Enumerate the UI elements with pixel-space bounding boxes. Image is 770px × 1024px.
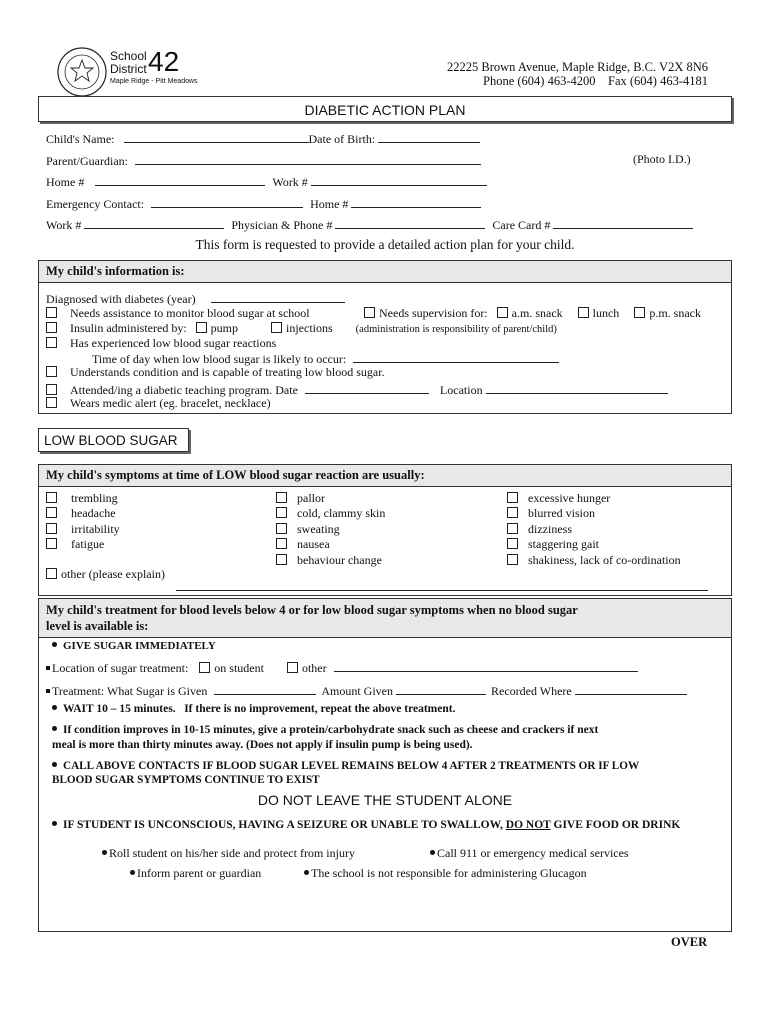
medic-label: Wears medic alert (eg. bracelet, necklace) [70, 396, 271, 410]
symptom-item: nausea [276, 537, 385, 552]
injections-checkbox[interactable] [271, 322, 282, 333]
symptom-item: fatigue [46, 537, 120, 552]
supervision-row [364, 306, 701, 321]
improves-text-2: meal is more than thirty minutes away. (Does not apply if insulin pump is being used). [52, 739, 473, 751]
logo-subtitle: Maple Ridge - Pitt Meadows [110, 78, 198, 85]
admin-note: (administration is responsibility of parent/child) [355, 324, 557, 335]
symptom-item: trembling [46, 491, 120, 506]
dob-label: Date of Birth: [308, 132, 376, 146]
logo-number: 42 [148, 46, 180, 77]
photo-id-label: (Photo I.D.) [633, 152, 691, 166]
wait-text: WAIT 10 – 15 minutes. [63, 703, 176, 715]
recorded-input[interactable] [575, 682, 687, 695]
low-blood-sugar-title: LOW BLOOD SUGAR [38, 428, 189, 452]
school-district-logo [56, 46, 206, 98]
time-of-day-label: Time of day when low blood sugar is likely to occur: [92, 352, 347, 366]
address: 22225 Brown Avenue, Maple Ridge, B.C. V2X 8N6 [447, 60, 708, 74]
improves-block [52, 723, 598, 753]
sugar-location-row [46, 659, 638, 676]
location-input[interactable] [486, 381, 668, 394]
symptom-checkbox[interactable] [276, 507, 287, 518]
location-label: Location [439, 383, 483, 397]
work-label: Work # [272, 175, 308, 189]
symptom-item: irritability [46, 522, 120, 537]
dob-input[interactable] [378, 130, 480, 143]
call-text-2: BLOOD SUGAR SYMPTOMS CONTINUE TO EXIST [52, 774, 320, 786]
amount-input[interactable] [396, 682, 486, 695]
amount-label: Amount Given [321, 684, 393, 698]
parent-label: Parent/Guardian: [46, 154, 128, 168]
work2-label: Work # [46, 218, 82, 232]
symptom-item: excessive hunger [507, 491, 681, 506]
do-not-leave-text: DO NOT LEAVE THE STUDENT ALONE [257, 792, 513, 808]
attended-date-input[interactable] [305, 381, 429, 394]
inform-text: Inform parent or guardian [137, 866, 262, 880]
symptom-checkbox[interactable] [507, 523, 518, 534]
symptom-item: staggering gait [507, 537, 681, 552]
time-of-day-input[interactable] [353, 350, 559, 363]
lunch-checkbox[interactable] [578, 307, 589, 318]
treatment-heading: My child's treatment for blood levels below 4 or for low blood sugar symptoms when no blood sugar level is available is: [39, 599, 731, 638]
improves-text-1: If condition improves in 10-15 minutes, give a protein/carbohydrate snack such as cheese and crackers if next [63, 724, 599, 736]
work2-input[interactable] [84, 216, 224, 229]
home-work-row [46, 173, 487, 190]
other-symptom-checkbox[interactable] [46, 568, 57, 579]
understands-label: Understands condition and is capable of treating low blood sugar. [70, 365, 385, 379]
symptom-item: behaviour change [276, 553, 385, 568]
square-bullet-icon [46, 689, 50, 693]
logo-text-district: District [110, 62, 147, 76]
logo-text-school: School [110, 49, 147, 63]
inform-row [130, 866, 261, 881]
recorded-label: Recorded Where [491, 684, 572, 698]
on-student-label: on student [214, 661, 264, 675]
assist-row [46, 306, 310, 321]
call-block [52, 759, 639, 787]
symptom-checkbox[interactable] [276, 523, 287, 534]
home2-input[interactable] [351, 195, 481, 208]
work-physician-row [46, 216, 693, 233]
child-info-heading: My child's information is: [39, 261, 731, 283]
symptom-item: cold, clammy skin [276, 506, 385, 521]
physician-label: Physician & Phone # [231, 218, 333, 232]
on-student-checkbox[interactable] [199, 662, 210, 673]
child-name-row [46, 130, 480, 147]
wait-note: If there is no improvement, repeat the above treatment. [184, 703, 456, 715]
district-seal-icon [56, 46, 108, 98]
parent-input[interactable] [135, 152, 481, 165]
supervision-checkbox[interactable] [364, 307, 375, 318]
symptom-item: sweating [276, 522, 385, 537]
symptom-checkbox[interactable] [507, 538, 518, 549]
bullet-icon [52, 762, 57, 767]
bullet-icon [130, 870, 135, 875]
symptoms-col-3 [507, 491, 681, 568]
parent-row [46, 152, 481, 169]
diagnosed-year-input[interactable] [211, 290, 345, 303]
understands-checkbox[interactable] [46, 366, 57, 377]
symptom-item: headache [46, 506, 120, 521]
pump-checkbox[interactable] [196, 322, 207, 333]
call-text-1: CALL ABOVE CONTACTS IF BLOOD SUGAR LEVEL REMAINS BELOW 4 AFTER 2 TREATMENTS OR IF LOW [63, 760, 640, 772]
emergency-row [46, 195, 481, 212]
emergency-label: Emergency Contact: [46, 197, 145, 211]
symptom-checkbox[interactable] [46, 492, 57, 503]
unconscious-text-a: IF STUDENT IS UNCONSCIOUS, HAVING A SEIZURE OR UNABLE TO SWALLOW, [63, 819, 503, 831]
diagnosed-row [46, 290, 345, 307]
understands-row [46, 365, 385, 380]
other-symptom-row [46, 567, 165, 582]
work-input[interactable] [311, 173, 487, 186]
pm-snack-checkbox[interactable] [634, 307, 645, 318]
symptom-checkbox[interactable] [507, 554, 518, 565]
roll-row [102, 846, 355, 861]
page-title: DIABETIC ACTION PLAN [38, 96, 732, 122]
insulin-label: Insulin administered by: [70, 321, 187, 335]
symptom-checkbox[interactable] [46, 538, 57, 549]
emergency-input[interactable] [151, 195, 303, 208]
over-label: OVER [671, 935, 708, 949]
sugar-location-label: Location of sugar treatment: [52, 661, 189, 675]
sugar-given-row [46, 682, 687, 699]
symptom-checkbox[interactable] [507, 492, 518, 503]
symptom-checkbox[interactable] [507, 507, 518, 518]
bullet-icon [52, 726, 57, 731]
contact-phones [483, 74, 708, 89]
symptoms-heading: My child's symptoms at time of LOW blood sugar reaction are usually: [39, 465, 731, 487]
care-card-input[interactable] [553, 216, 693, 229]
other-symptom-input[interactable] [176, 578, 708, 591]
do-not-text: DO NOT [505, 819, 551, 831]
experienced-row [46, 336, 276, 351]
care-card-label: Care Card # [492, 218, 551, 232]
fax-number: Fax (604) 463-4181 [608, 74, 708, 88]
symptom-checkbox[interactable] [46, 523, 57, 534]
symptom-checkbox[interactable] [276, 492, 287, 503]
attended-checkbox[interactable] [46, 384, 57, 395]
assist-checkbox[interactable] [46, 307, 57, 318]
supervision-label: Needs supervision for: [379, 306, 488, 320]
medic-row [46, 396, 271, 411]
pm-snack-label: p.m. snack [649, 306, 701, 320]
symptom-item: pallor [276, 491, 385, 506]
call911-row [430, 846, 629, 861]
other-symptom-label: other (please explain) [61, 567, 165, 581]
assist-label: Needs assistance to monitor blood sugar at school [70, 306, 310, 320]
unconscious-text-b: GIVE FOOD OR DRINK [553, 819, 681, 831]
bullet-icon [52, 821, 57, 826]
roll-text: Roll student on his/her side and protect from injury [109, 846, 355, 860]
other-location-label: other [301, 661, 327, 675]
bullet-icon [52, 642, 57, 647]
unconscious-row [52, 819, 680, 831]
intro-text: This form is requested to provide a detailed action plan for your child. [195, 237, 575, 252]
physician-input[interactable] [335, 216, 485, 229]
home2-label: Home # [310, 197, 349, 211]
home-input[interactable] [95, 173, 265, 186]
insulin-row [46, 321, 557, 336]
symptom-checkbox[interactable] [46, 507, 57, 518]
symptom-checkbox[interactable] [276, 538, 287, 549]
treatment-label: Treatment: What Sugar is Given [52, 684, 208, 698]
bullet-icon [304, 870, 309, 875]
symptom-item: blurred vision [507, 506, 681, 521]
insulin-checkbox[interactable] [46, 322, 57, 333]
call911-text: Call 911 or emergency medical services [437, 846, 629, 860]
wait-row [52, 703, 455, 715]
give-sugar-text: GIVE SUGAR IMMEDIATELY [63, 640, 216, 652]
home-label: Home # [46, 175, 85, 189]
symptom-item: shakiness, lack of co-ordination [507, 553, 681, 568]
symptom-item: dizziness [507, 522, 681, 537]
glucagon-text: The school is not responsible for administering Glucagon [311, 866, 587, 880]
diagnosed-label: Diagnosed with diabetes (year) [46, 292, 196, 306]
experienced-label: Has experienced low blood sugar reactions [70, 336, 277, 350]
child-name-label: Child's Name: [46, 132, 115, 146]
child-name-input[interactable] [124, 130, 309, 143]
phone-number: Phone (604) 463-4200 [483, 74, 596, 88]
bullet-icon [430, 850, 435, 855]
symptoms-col-1 [46, 491, 120, 553]
am-snack-label: a.m. snack [511, 306, 563, 320]
bullet-icon [52, 705, 57, 710]
other-location-checkbox[interactable] [287, 662, 298, 673]
other-location-input[interactable] [334, 659, 638, 672]
sugar-type-input[interactable] [214, 682, 316, 695]
medic-checkbox[interactable] [46, 397, 57, 408]
attended-label: Attended/ing a diabetic teaching program. Date [70, 383, 298, 397]
symptom-checkbox[interactable] [276, 554, 287, 565]
injections-label: injections [286, 321, 333, 335]
am-snack-checkbox[interactable] [497, 307, 508, 318]
glucagon-row [304, 866, 587, 881]
pump-label: pump [210, 321, 238, 335]
lunch-label: lunch [592, 306, 620, 320]
bullet-icon [102, 850, 107, 855]
give-sugar-row [52, 640, 216, 652]
experienced-checkbox[interactable] [46, 337, 57, 348]
symptoms-col-2 [276, 491, 385, 568]
square-bullet-icon [46, 666, 50, 670]
